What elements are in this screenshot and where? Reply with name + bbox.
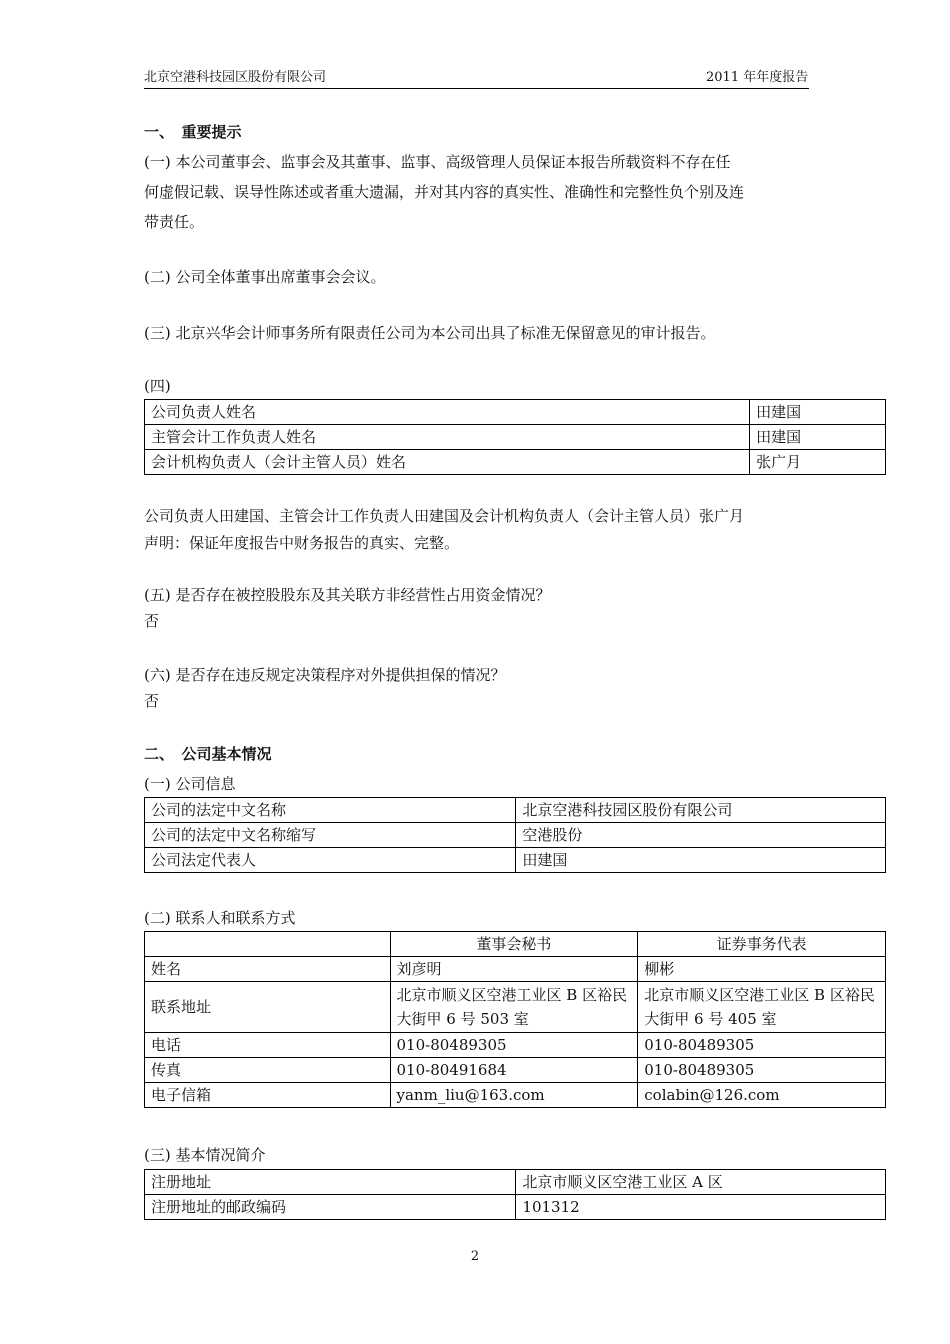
question-6: (六) 是否存在违反规定决策程序对外提供担保的情况？ bbox=[144, 666, 506, 684]
table-cell-label: 注册地址 bbox=[145, 1170, 516, 1195]
table-cell-value: 柳彬 bbox=[638, 957, 886, 982]
answer-6: 否 bbox=[144, 692, 160, 710]
paragraph-2: (二) 公司全体董事出席董事会会议。 bbox=[144, 268, 386, 286]
header-report-title: 2011 年年度报告 bbox=[706, 70, 809, 85]
table-cell-value: 北京市顺义区空港工业区 A 区 bbox=[516, 1170, 886, 1195]
paragraph-3: (三) 北京兴华会计师事务所有限责任公司为本公司出具了标准无保留意见的审计报告。 bbox=[144, 324, 716, 342]
basic-info-table bbox=[144, 1169, 886, 1220]
answer-5: 否 bbox=[144, 612, 160, 630]
table-cell-value: 北京空港科技园区股份有限公司 bbox=[516, 798, 886, 823]
paragraph-1-line-1: (一) 本公司董事会、监事会及其董事、监事、高级管理人员保证本报告所载资料不存在任 bbox=[144, 153, 731, 171]
page-number: 2 bbox=[470, 1249, 480, 1264]
paragraph-4-label: (四) bbox=[144, 377, 171, 395]
table-row bbox=[145, 450, 886, 475]
section-2-title: 二、 公司基本情况 bbox=[144, 745, 272, 763]
table-cell-empty bbox=[145, 932, 391, 957]
table-row bbox=[145, 400, 886, 425]
table-cell-label: 会计机构负责人（会计主管人员）姓名 bbox=[145, 450, 750, 475]
subsection-basic-info: (三) 基本情况简介 bbox=[144, 1146, 266, 1164]
table-row bbox=[145, 1058, 886, 1083]
table-cell-value: colabin@126.com bbox=[638, 1083, 886, 1108]
table-cell-label: 公司法定代表人 bbox=[145, 848, 516, 873]
header-divider bbox=[144, 88, 809, 89]
table-cell-value: 田建国 bbox=[750, 400, 886, 425]
table-row bbox=[145, 425, 886, 450]
table-cell-label: 联系地址 bbox=[145, 982, 391, 1033]
responsible-persons-table bbox=[144, 399, 886, 475]
table-cell-value: 101312 bbox=[516, 1195, 886, 1220]
table-cell-value: 张广月 bbox=[750, 450, 886, 475]
table-cell-value: 010-80489305 bbox=[638, 1033, 886, 1058]
table-row bbox=[145, 1083, 886, 1108]
paragraph-1-line-3: 带责任。 bbox=[144, 213, 205, 231]
section-1-title: 一、 重要提示 bbox=[144, 123, 242, 141]
table-header-row bbox=[145, 932, 886, 957]
table-row bbox=[145, 1033, 886, 1058]
paragraph-1-line-2: 何虚假记载、误导性陈述或者重大遗漏，并对其内容的真实性、准确性和完整性负个别及连 bbox=[144, 183, 745, 201]
table-row bbox=[145, 823, 886, 848]
question-5: (五) 是否存在被控股股东及其关联方非经营性占用资金情况？ bbox=[144, 586, 551, 604]
company-info-table bbox=[144, 797, 886, 873]
table-row bbox=[145, 1195, 886, 1220]
table-cell-label: 姓名 bbox=[145, 957, 391, 982]
table-row bbox=[145, 982, 886, 1033]
column-header-representative: 证券事务代表 bbox=[638, 932, 886, 957]
table-cell-value: 北京市顺义区空港工业区 B 区裕民大街甲 6 号 503 室 bbox=[390, 982, 638, 1033]
table-cell-value: 010-80489305 bbox=[390, 1033, 638, 1058]
table-cell-value: 北京市顺义区空港工业区 B 区裕民大街甲 6 号 405 室 bbox=[638, 982, 886, 1033]
header-company-name: 北京空港科技园区股份有限公司 bbox=[144, 70, 327, 85]
table-row bbox=[145, 957, 886, 982]
table-cell-value: 田建国 bbox=[516, 848, 886, 873]
table-row bbox=[145, 798, 886, 823]
table-cell-label: 传真 bbox=[145, 1058, 391, 1083]
table-row bbox=[145, 848, 886, 873]
subsection-contact: (二) 联系人和联系方式 bbox=[144, 909, 296, 927]
column-header-secretary: 董事会秘书 bbox=[390, 932, 638, 957]
table-cell-value: yanm_liu@163.com bbox=[390, 1083, 638, 1108]
contact-table bbox=[144, 931, 886, 1108]
table-cell-label: 主管会计工作负责人姓名 bbox=[145, 425, 750, 450]
table-cell-label: 公司负责人姓名 bbox=[145, 400, 750, 425]
table-cell-value: 010-80491684 bbox=[390, 1058, 638, 1083]
table-cell-label: 电子信箱 bbox=[145, 1083, 391, 1108]
table-cell-label: 注册地址的邮政编码 bbox=[145, 1195, 516, 1220]
table-row bbox=[145, 1170, 886, 1195]
statement-line-2: 声明：保证年度报告中财务报告的真实、完整。 bbox=[144, 534, 460, 552]
table-cell-label: 电话 bbox=[145, 1033, 391, 1058]
table-cell-label: 公司的法定中文名称缩写 bbox=[145, 823, 516, 848]
statement-line-1: 公司负责人田建国、主管会计工作负责人田建国及会计机构负责人（会计主管人员）张广月 bbox=[144, 507, 745, 525]
table-cell-value: 010-80489305 bbox=[638, 1058, 886, 1083]
table-cell-value: 刘彦明 bbox=[390, 957, 638, 982]
table-cell-value: 空港股份 bbox=[516, 823, 886, 848]
table-cell-label: 公司的法定中文名称 bbox=[145, 798, 516, 823]
table-cell-value: 田建国 bbox=[750, 425, 886, 450]
subsection-company-info: (一) 公司信息 bbox=[144, 775, 236, 793]
